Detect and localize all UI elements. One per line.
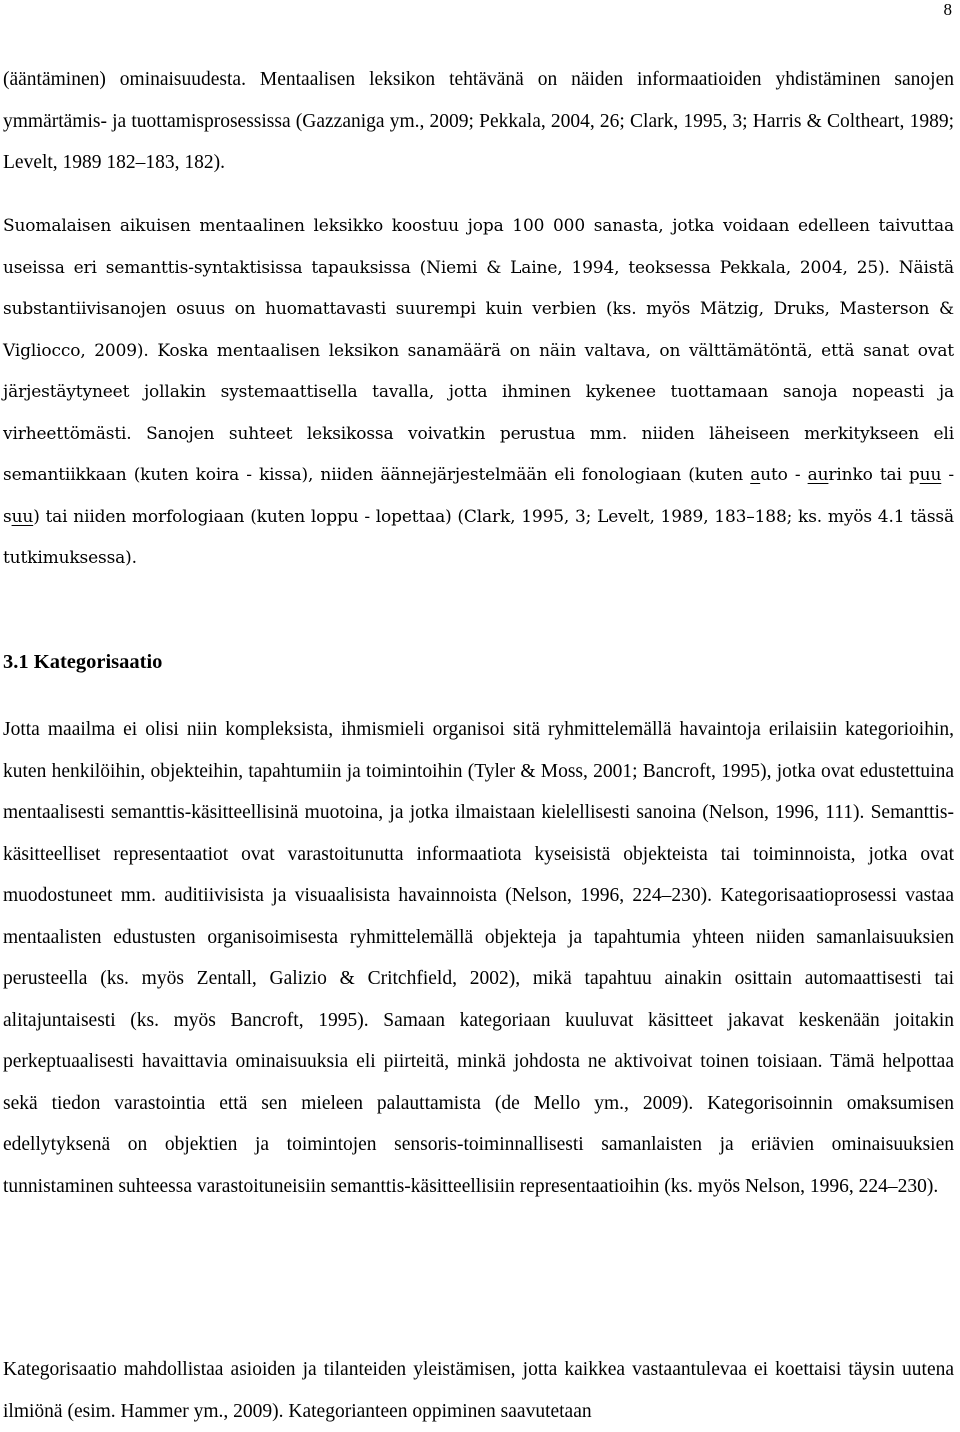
paragraph-text-part: Suomalaisen aikuisen mentaalinen leksikko koostuu jopa 100 000 sanasta, jotka voidaan edelleen taivuttaa useissa eri semanttis-syntaktisissa tapauksissa (Niemi & Laine, 1994, teoksessa Pekkala, 2004, 25). Näistä substantiivisanojen osuus on huomattavasti suurempi kuin verbien (ks. myös Mätzig, Druks, Masterson & Vigliocco, 2009). Koska mentaalisen leksikon sanamäärä on näin valtava, on välttämätöntä, että sanat ovat järjestäytyneet jollakin systemaattisella tavalla, jotta ihminen kykenee tuottamaan sanoja nopeasti ja virheettömästi. — [3, 216, 954, 444]
paragraph-text: (ääntäminen) ominaisuudesta. Mentaalisen leksikon tehtävänä on näiden informaatioiden yhdistäminen sanojen ymmärtämis- ja tuottamisprosessissa (Gazzaniga ym., 2009; Pekkala, 2004, 26; Clark, 1995, 3; Harris & Coltheart, 1989; Levelt, 1989 182–183, 182). — [3, 69, 954, 173]
paragraph-text-part: rinko tai p — [828, 465, 920, 485]
paragraph-generalization — [3, 1349, 954, 1432]
paragraph-intro-continuation — [3, 59, 954, 184]
paragraph-text-part: ) tai niiden morfologiaan (kuten loppu - lopettaa) (Clark, 1995, 3; Levelt, 1989, 183–188; ks. myös 4.1 tässä tutkimuksessa). — [3, 506, 954, 568]
section-heading-block — [3, 647, 954, 677]
page-number: 8 — [943, 0, 952, 19]
paragraph-text-part: uto - — [760, 465, 808, 485]
section-heading: 3.1 Kategorisaatio — [3, 651, 163, 673]
paragraph-text-part: - s — [3, 465, 954, 527]
paragraph-text: Kategorisaatio mahdollistaa asioiden ja tilanteiden yleistämisen, jotta kaikkea vastaantulevaa ei koettaisi täysin uutena ilmiönä (esim. Hammer ym., 2009). Kategorianteen oppiminen saavutetaan — [3, 1359, 954, 1422]
paragraph-text-part: Sanojen suhteet leksikossa voivatkin perustua mm. niiden läheiseen merkitykseen eli semantiikkaan (kuten koira - kissa), niiden äännejärjestelmään eli fonologiaan (kuten — [3, 423, 954, 485]
underlined-letter: a — [750, 465, 761, 485]
paragraph-text — [3, 206, 954, 580]
paragraph-mental-lexicon — [3, 206, 954, 580]
underlined-letter: uu — [11, 506, 34, 527]
paragraph-categorization — [3, 709, 954, 1207]
underlined-letter: uu — [919, 465, 942, 485]
underlined-letter: au — [807, 465, 829, 485]
paragraph-text: Jotta maailma ei olisi niin kompleksista, ihmismieli organisoi sitä ryhmittelemällä havaintoja erilaisiin kategorioihin, kuten henkilöihin, objekteihin, tapahtumiin ja toimintoihin (Tyler & Moss, 2001; Bancroft, 1995), jotka ovat edustettuina mentaalisesti semanttis-käsitteellisinä muotoina, ja jotka ilmaistaan kielellisesti sanoina (Nelson, 1996, 111). Semanttis-käsitteelliset representaatiot ovat varastoitunutta informaatiota kyseisistä objekteista tai toiminnoista, jotka ovat muodostuneet mm. auditiivisista ja visuaalisista havainnoista (Nelson, 1996, 224–230). Kategorisaatioprosessi vastaa mentaalisten edustusten organisoimisesta ryhmittelemällä objekteja ja tapahtumia yhteen niiden samanlaisuuksien perusteella (ks. myös Zentall, Galizio & Critchfield, 2002), mikä tapahtuu ainakin osittain automaattisesti tai alitajuntaisesti (ks. myös Bancroft, 1995). Samaan kategoriaan kuuluvat käsitteet jakavat keskenään joitakin perkeptuaalisesti havaittavia ominaisuuksia eli piirteitä, minkä johdosta ne aktivoivat toinen toisiaan. Tämä helpottaa sekä tiedon varastointia että sen mieleen palauttamista (de Mello ym., 2009). Kategorisoinnin omaksumisen edellytyksenä on objektien ja toimintojen sensoris-toiminnallisesti samanlaisten ja eriävien ominaisuuksien tunnistaminen suhteessa varastoituneisiin semanttis-käsitteellisiin representaatioihin (ks. myös Nelson, 1996, 224–230). — [3, 719, 954, 1197]
